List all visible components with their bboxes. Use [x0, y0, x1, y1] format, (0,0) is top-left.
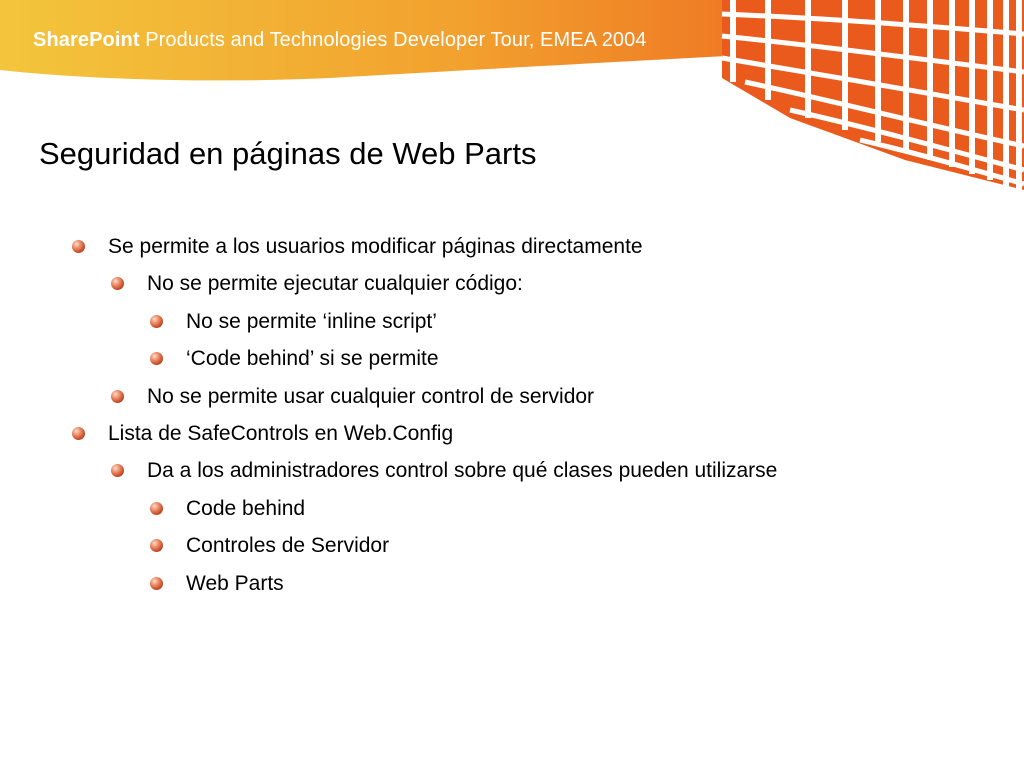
banner-subtitle: Products and Technologies Developer Tour, EMEA 2004: [139, 29, 647, 51]
list-item: [0, 265, 1000, 302]
list-item: [0, 527, 1000, 564]
bullet-sphere-icon: [111, 277, 124, 290]
bullet-sphere-icon: [72, 427, 85, 440]
bullet-text: Web Parts: [186, 571, 284, 595]
banner-brand: SharePoint: [33, 29, 140, 51]
slide-title: Seguridad en páginas de Web Parts: [39, 136, 537, 171]
bullet-text: Se permite a los usuarios modificar páginas directamente: [108, 235, 643, 258]
bullet-sphere-icon: [150, 502, 163, 515]
list-item: [0, 565, 1000, 602]
bullet-sphere-icon: [150, 352, 163, 365]
bullet-text: No se permite ‘inline script’: [186, 309, 437, 333]
bullet-text: Lista de SafeControls en Web.Config: [108, 421, 454, 445]
list-item: [0, 378, 1000, 415]
list-item: [0, 303, 1000, 340]
bullet-text: ‘Code behind’ si se permite: [186, 347, 439, 371]
list-item: [0, 452, 1000, 489]
bullet-sphere-icon: [111, 390, 124, 403]
bullet-text: Da a los administradores control sobre qué clases pueden utilizarse: [147, 459, 778, 483]
bullet-sphere-icon: [72, 240, 85, 253]
bullet-sphere-icon: [150, 315, 163, 328]
bullet-list: [0, 228, 1000, 602]
list-item: [0, 340, 1000, 377]
bullet-sphere-icon: [150, 577, 163, 590]
list-item: [0, 490, 1000, 527]
list-item: [0, 415, 1000, 452]
list-item: [0, 228, 1000, 265]
bullet-text: Controles de Servidor: [186, 534, 390, 558]
banner-title: [33, 29, 647, 52]
bullet-sphere-icon: [111, 464, 124, 477]
bullet-text: Code behind: [186, 496, 306, 520]
brick-wall-graphic: [722, 0, 1024, 190]
bullet-text: No se permite ejecutar cualquier código:: [147, 272, 523, 296]
bullet-sphere-icon: [150, 539, 163, 552]
bullet-text: No se permite usar cualquier control de servidor: [147, 384, 595, 408]
